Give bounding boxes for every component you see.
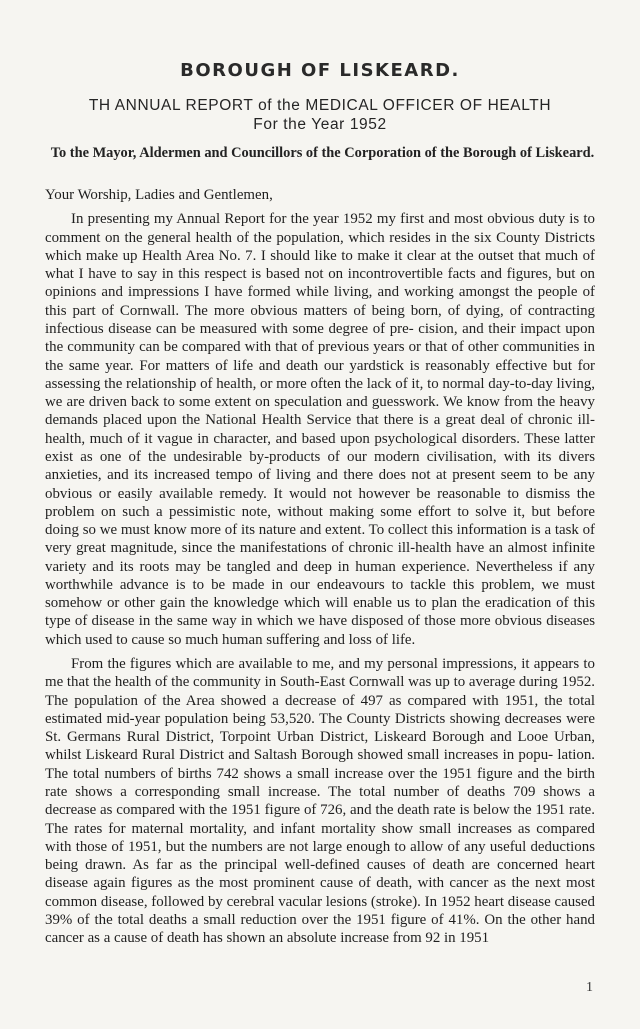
paragraph-health-overview: In presenting my Annual Report for the year 1952 my first and most obvious duty is to comment on the general health of the population, which resides in the six County Districts which make up Health Area No. 7. I should like to make it clear at the outset that much of what I have to say in this respect is based not on incontrovertible facts and figures, but on opinions and impressions I have formed while living, and working amongst the people of this part of Cornwall. The more obvious matters of being born, of dying, of contracting infectious disease can be measured with some degree of pre- cision, and their impact upon the community can be compared with that of previous years or that of other communities in the same year. For matters of life and death our yardstick is reasonably effective but for assessing the relationship of health, or more often the lack of it, to normal day-to-day living, we are driven back to some extent on speculation and guesswork. We know from the heavy demands placed upon the National Health Service that there is a great deal of chronic ill-health, much of it vague in character, and based upon psychological disorders. These latter exist as one of the undesirable by-products of our modern civilisation, with its divers anxieties, and its increased tempo of living and there does not at present seem to be any obvious or easily available remedy. It would not however be reasonable to dismiss the problem on such a pessimistic note, without making some effort to solve it, but before doing so we must know more of its nature and extent. To collect this information is a task of very great magnitude, since the manifestations of chronic ill-health have an almost infinite variety and its roots may be tangled and deep in human experience. Nevertheless if any worthwhile advance is to be made in our endeavours to tackle this problem, we must somehow or other gain the knowledge which will enable us to plan the eradication of this type of disease in the same way in which we have disposed of those more obvious diseases which used to cause so much human suffering and loss of life. xyxy=(45,211,595,648)
report-body xyxy=(45,186,595,954)
page-number: 1 xyxy=(586,980,593,995)
report-year-line: For the Year 1952 xyxy=(253,116,387,133)
report-title-line: TH ANNUAL REPORT of the MEDICAL OFFICER OF HEALTH xyxy=(88,97,552,114)
document-heading: BOROUGH OF LISKEARD. xyxy=(180,60,460,81)
paragraph-vital-statistics: From the figures which are available to me, and my personal impressions, it appears to me that the health of the community in South-East Cornwall was up to average during 1952. The population of the Area showed a decrease of 497 as compared with 1951, the total estimated mid-year population being 53,520. The County Districts showing decreases were St. Germans Rural District, Torpoint Urban District, Liskeard Borough and Looe Urban, whilst Liskeard Rural District and Saltash Borough showed small increases in popu- lation. The total numbers of births 742 shows a small increase over the 1951 figure and the birth rate shows a corresponding small increase. The total number of deaths 709 shows a decrease as compared with the 1951 figure of 726, and the death rate is below the 1951 rate. The rates for maternal mortality, and infant mortality show small increases as compared with those of 1951, but the numbers are not large enough to allow of any useful deductions being drawn. As far as the principal well-defined causes of death are concerned heart disease again figures as the most prominent cause of death, with cancer as the next most common disease, followed by cerebral vacular lesions (stroke). In 1952 heart disease caused 39% of the total deaths a small reduction over the 1951 figure of 41%. On the other hand cancer as a cause of death has shown an absolute increase from 92 in 1951 xyxy=(45,656,596,947)
report-title xyxy=(0,96,640,134)
address-line: To the Mayor, Aldermen and Councillors of the Corporation of the Borough of Liskeard. xyxy=(50,145,595,161)
salutation: Your Worship, Ladies and Gentlemen, xyxy=(45,187,273,203)
